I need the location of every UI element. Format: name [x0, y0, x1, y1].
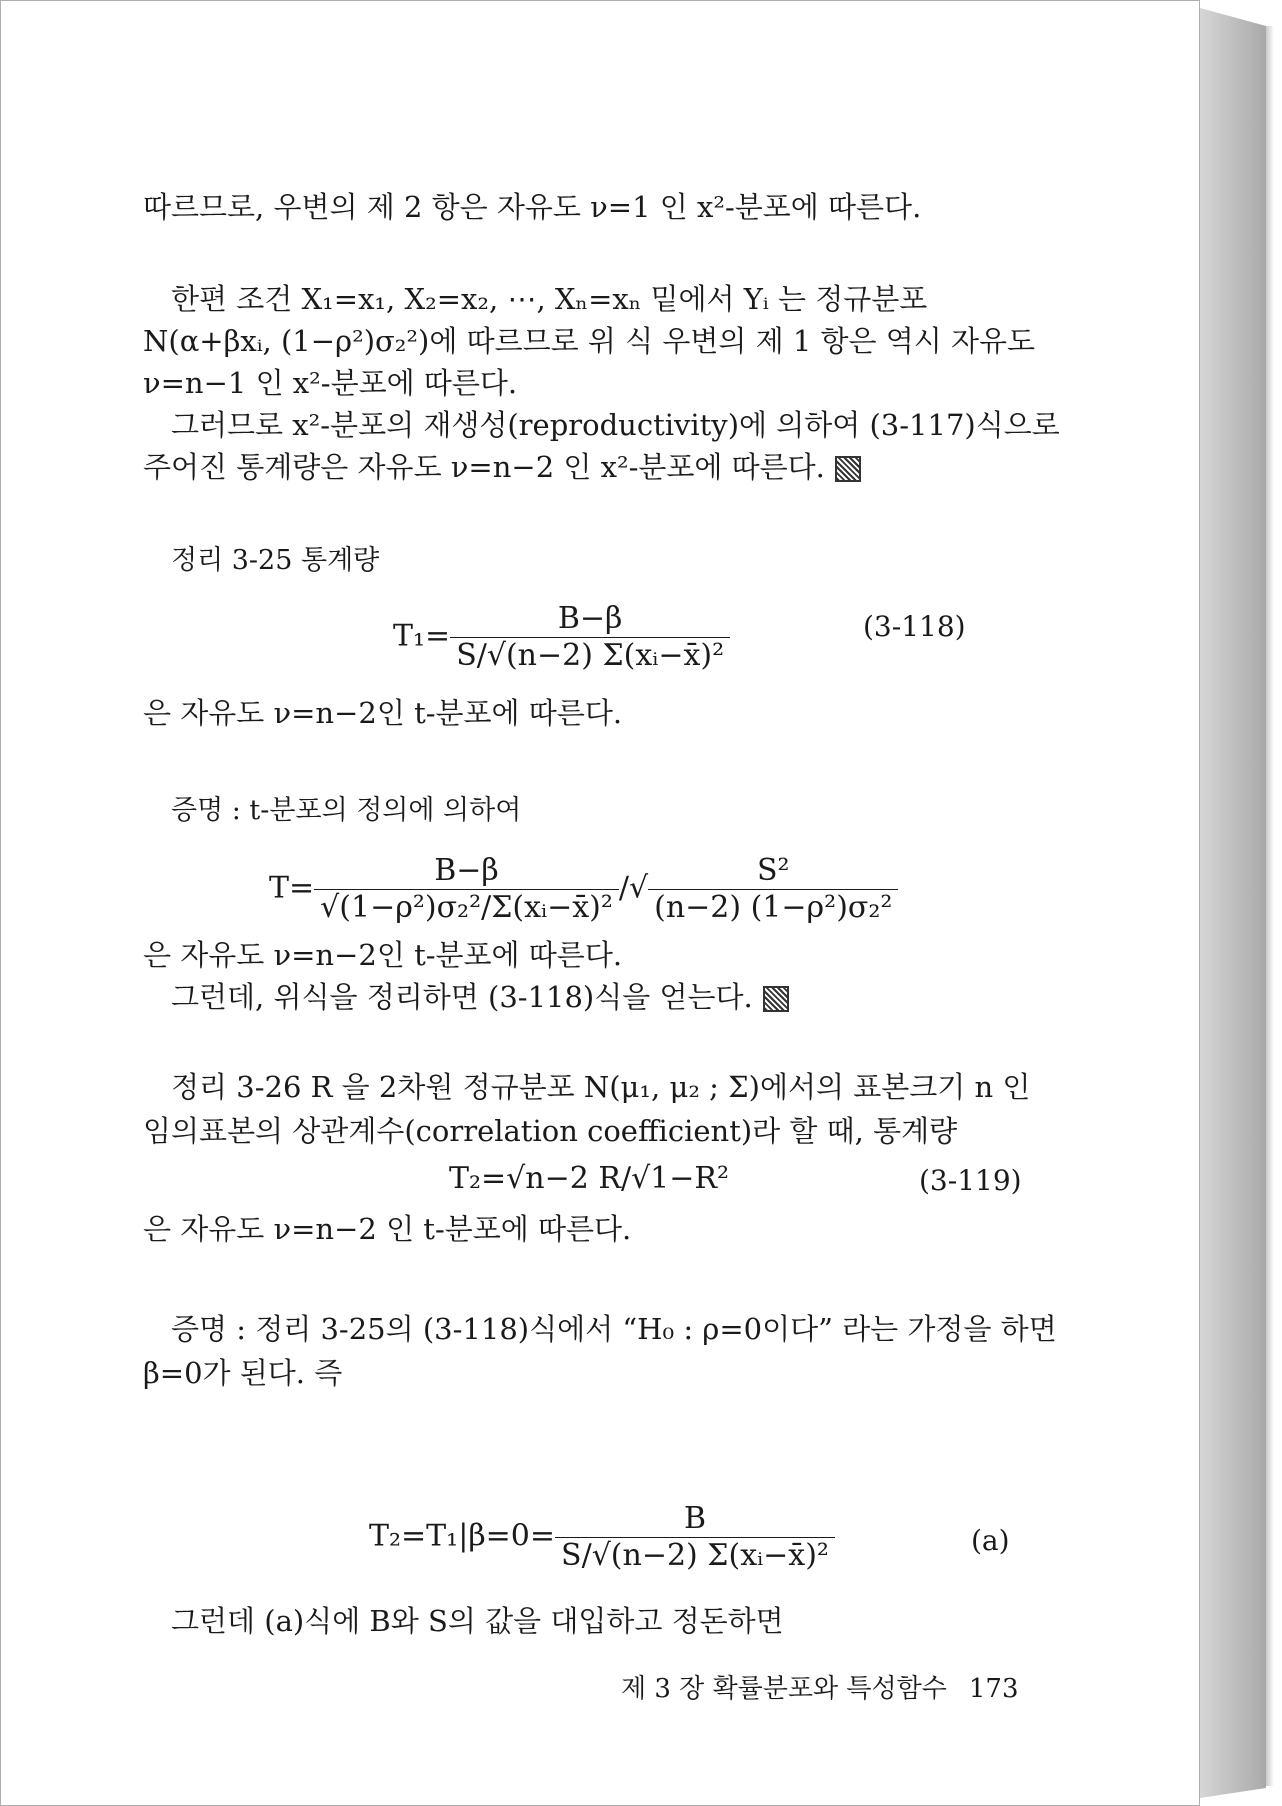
equation-lhs: T=	[269, 870, 315, 906]
page-shadow	[1266, 26, 1274, 1786]
text-line: 은 자유도 ν=n−2인 t-분포에 따른다.	[143, 938, 623, 972]
proof-heading: 증명 : 정리 3-25의 (3-118)식에서 “H₀ : ρ=0이다” 라는 가정을 하면	[171, 1312, 1057, 1346]
denominator: S/√(n−2) Σ(xᵢ−x̄)²	[450, 637, 730, 674]
page-edge	[1200, 8, 1266, 1798]
equation-t-definition	[269, 853, 898, 926]
numerator: B−β	[557, 601, 623, 636]
page-footer	[621, 1669, 1019, 1709]
text-line: 그런데 (a)식에 B와 S의 값을 대입하고 정돈하면	[171, 1604, 784, 1638]
fraction	[450, 601, 730, 674]
fraction	[555, 1501, 835, 1574]
division-root: /√	[618, 870, 649, 906]
equation-3-118	[393, 601, 730, 674]
equation-lhs: T₂=T₁|β=0=	[369, 1518, 556, 1554]
text-line: 따르므로, 우변의 제 2 항은 자유도 ν=1 인 x²-분포에 따른다.	[143, 190, 922, 224]
fraction	[648, 853, 898, 926]
fraction	[314, 853, 619, 926]
equation-lhs: T₁=	[393, 618, 451, 654]
equation-number: (a)	[971, 1524, 1010, 1557]
text-line: 임의표본의 상관계수(correlation coefficient)라 할 때, 통계량	[143, 1114, 958, 1148]
text-line: 그러므로 x²-분포의 재생성(reproductivity)에 의하여 (3-117)식으로	[171, 408, 1060, 442]
numerator: S²	[756, 853, 790, 888]
text-line: 은 자유도 ν=n−2 인 t-분포에 따른다.	[143, 1212, 632, 1246]
text-line: ν=n−1 인 x²-분포에 따른다.	[143, 366, 518, 400]
text-line: N(α+βxᵢ, (1−ρ²)σ₂²)에 따르므로 위 식 우변의 제 1 항은 역시 자유도	[143, 324, 1036, 358]
text-span: 그런데, 위식을 정리하면 (3-118)식을 얻는다.	[171, 980, 753, 1014]
qed-mark	[835, 456, 861, 482]
theorem-heading: 정리 3-26 R 을 2차원 정규분포 N(μ₁, μ₂ ; Σ)에서의 표본크기 n 인	[171, 1070, 1031, 1104]
proof-heading: 증명 : t-분포의 정의에 의하여	[171, 795, 522, 826]
denominator: √(1−ρ²)σ₂²/Σ(xᵢ−x̄)²	[314, 889, 619, 926]
text-line: 한편 조건 X₁=x₁, X₂=x₂, ⋯, Xₙ=xₙ 밑에서 Yᵢ 는 정규분포	[171, 282, 928, 316]
chapter-title: 제 3 장 확률분포와 특성함수	[621, 1674, 947, 1704]
text-line	[171, 977, 789, 1017]
text-line: 은 자유도 ν=n−2인 t-분포에 따른다.	[143, 696, 623, 730]
theorem-heading: 정리 3-25 통계량	[171, 545, 380, 576]
page-number: 173	[968, 1674, 1019, 1704]
equation-3-119: T₂=√n−2 R/√1−R²	[449, 1161, 730, 1196]
qed-mark	[763, 986, 789, 1012]
numerator: B−β	[434, 853, 499, 888]
text-span: 주어진 통계량은 자유도 ν=n−2 인 x²-분포에 따른다.	[143, 450, 825, 484]
equation-number: (3-119)	[919, 1164, 1022, 1197]
equation-number: (3-118)	[863, 610, 966, 643]
denominator: S/√(n−2) Σ(xᵢ−x̄)²	[555, 1537, 835, 1574]
text-line	[143, 447, 861, 487]
numerator: B	[683, 1501, 707, 1536]
text-line: β=0가 된다. 즉	[143, 1356, 343, 1390]
equation-a	[369, 1501, 835, 1574]
denominator: (n−2) (1−ρ²)σ₂²	[648, 889, 898, 926]
